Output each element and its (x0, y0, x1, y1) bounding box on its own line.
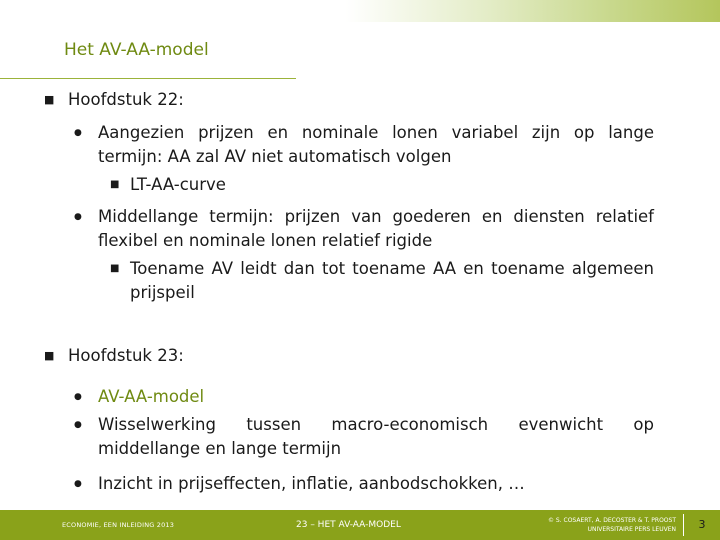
footer-book-title: ECONOMIE, EEN INLEIDING 2013 (62, 521, 175, 529)
list-item: ● Aangezien prijzen en nominale lonen variabel zijn op lange termijn: AA zal AV niet automatisch volgen (74, 123, 654, 166)
round-bullet-icon: ● (74, 479, 82, 489)
footer-copyright (548, 516, 676, 534)
round-bullet-icon: ● (74, 420, 82, 430)
list-item: ● Inzicht in prijseffecten, inflatie, aanbodschokken, … (74, 472, 654, 496)
square-bullet-icon: ■ (110, 179, 120, 190)
slide-footer (0, 510, 720, 540)
list-subitem: ■ Toename AV leidt dan tot toename AA en toename algemeen prijspeil (110, 259, 654, 302)
slide-content: ■ Hoofdstuk 22: ● Aangezien prijzen en nominale lonen variabel zijn op lange termijn: AA zal AV niet automatisch volgen ■ LT-AA-curve ● Middellange termijn: prijzen van goederen en diensten relatief flexibel en nominale lonen relatief rigide ■ Toename AV leidt dan tot toename AA en toename algemeen prijspeil ■ Hoofdstuk 23: ● AV-AA-model ● Wisselwerking tussen macro-economisch evenwicht op middellange en lange termijn ● Inzicht in prijseffecten, inflatie, aanbodschokken, … (0, 0, 720, 510)
footer-publisher: UNIVERSITAIRE PERS LEUVEN (587, 526, 676, 533)
footer-authors: © S. COSAERT, A. DECOSTER & T. PROOST (547, 517, 676, 524)
slide-title: Het AV-AA-model (64, 40, 209, 60)
footer-chapter: 23 – HET AV-AA-MODEL (296, 520, 401, 530)
page-number: 3 (698, 518, 706, 531)
round-bullet-icon: ● (74, 212, 82, 222)
square-bullet-icon: ■ (44, 93, 55, 106)
square-bullet-icon: ■ (110, 263, 120, 274)
list-subitem: ■ LT-AA-curve (110, 173, 654, 197)
list-item: ● Wisselwerking tussen macro-economisch evenwicht op middellange en lange termijn (74, 415, 654, 458)
footer-divider (683, 514, 684, 536)
list-item: ● Middellange termijn: prijzen van goederen en diensten relatief flexibel en nominale lonen relatief rigide (74, 207, 654, 250)
list-item: ● AV-AA-model (74, 385, 654, 409)
square-bullet-icon: ■ (44, 349, 55, 362)
round-bullet-icon: ● (74, 392, 82, 402)
round-bullet-icon: ● (74, 128, 82, 138)
